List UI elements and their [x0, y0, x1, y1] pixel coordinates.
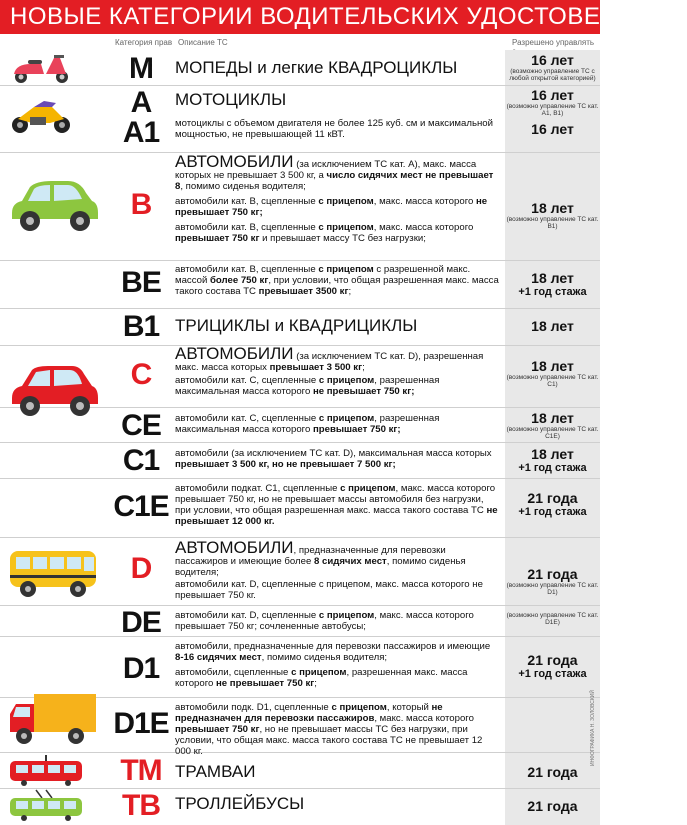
red-car-icon: [6, 360, 101, 420]
category-d1: D1: [122, 652, 160, 685]
age-d1: 21 года +1 год стажа: [518, 652, 587, 680]
age-ce: 18 лет (возможно управление ТС кат. C1E): [506, 410, 599, 440]
category-c: C: [130, 358, 152, 391]
category-b1: B1: [122, 310, 160, 343]
desc-d1e: автомобили подк. D1, сцепленные с прицепом, который не предназначен для перевозки пассажиров, макс. масса которого превышает 750 кг, но не превышает массы ТС без нагрузки, при условии, что общая макс. масса такого состава ТС не превышает 12 000 кг.: [175, 702, 483, 757]
row-divider: [0, 605, 600, 606]
age-b1: 18 лет: [531, 318, 574, 334]
trolleybus-icon: [6, 790, 86, 822]
age-m: 16 лет (возможно управление ТС с любой открытой категорией): [509, 52, 596, 82]
row-divider: [0, 85, 600, 86]
desc-b1: ТРИЦИКЛЫ и КВАДРИЦИКЛЫ: [175, 316, 418, 335]
tram-icon: [6, 755, 86, 787]
category-a1: A1: [122, 116, 160, 149]
category-ce: CE: [121, 409, 161, 442]
category-b: B: [130, 188, 152, 221]
desc-de: автомобили кат. D, сцепленные с прицепом, макс. масса которого превышает 750 кг; сочлененные автобусы;: [175, 610, 474, 632]
category-c1: C1: [122, 444, 160, 477]
age-c1: 18 лет +1 год стажа: [518, 446, 587, 474]
desc-c1e: автомобили подкат. C1, сцепленные с прицепом, макс. масса которого превышает 750 кг, но не превышает массы автомобиля без нагрузки, при условии, что общая разрешенная макс. масса такого состава ТС не превышает 12 000 кг.: [175, 483, 498, 527]
row-divider: [0, 478, 600, 479]
green-car-icon: [6, 175, 101, 235]
row-divider: [0, 537, 600, 538]
desc-c: АВТОМОБИЛИ (за исключением ТС кат. D), разрешенная макс. масса которых превышает 3 500 кг; автомобили кат. C, сцепленные с прицепом, разрешенная максимальная масса которого не превышает 750 кг;: [175, 344, 484, 397]
age-tm: 21 года: [527, 764, 578, 780]
row-divider: [0, 152, 600, 153]
scooter-icon: [6, 52, 76, 84]
age-a1: 16 лет: [531, 121, 574, 137]
category-be: BE: [121, 266, 161, 299]
desc-b: АВТОМОБИЛИ (за исключением ТС кат. A), макс. масса которых не превышает 3 500 кг, а число сидячих мест не превышает 8, помимо сиденья водителя; автомобили кат. B, сцепленные с прицепом, макс. масса которого не превышает 750 кг; автомобили кат. B, сцепленные с прицепом, макс. масса которого превышает 750 кг и превышает массу ТС без нагрузки;: [175, 152, 494, 244]
desc-c1: автомобили (за исключением ТС кат. D), максимальная масса которых превышает 3 500 кг, но не превышает 7 500 кг;: [175, 448, 492, 470]
age-c: 18 лет (возможно управление ТС кат. C1): [506, 358, 599, 388]
category-de: DE: [121, 606, 161, 639]
age-d: 21 года (возможно управление ТС кат. D1): [506, 566, 599, 596]
column-header-category: Категория прав: [115, 38, 173, 47]
row-divider: [0, 308, 600, 309]
category-d: D: [130, 552, 152, 585]
category-d1e: D1E: [113, 707, 169, 740]
age-be: 18 лет +1 год стажа: [518, 270, 587, 298]
column-headers: [0, 34, 600, 50]
column-header-description: Описание ТС: [178, 38, 228, 47]
category-a: A: [130, 86, 152, 119]
desc-d1: автомобили, предназначенные для перевозки пассажиров и имеющие 8-16 сидячих мест, помимо сиденья водителя; автомобили, сцепленные с прицепом, разрешенная макс. масса которого не превышает 750 кг;: [175, 641, 491, 689]
age-c1e: 21 года +1 год стажа: [518, 490, 587, 518]
row-divider: [0, 260, 600, 261]
desc-d: АВТОМОБИЛИ, предназначенные для перевозки пассажиров и имеющие более 8 сидячих мест, помимо сиденья водителя; автомобили кат. D, сцепленные с прицепом, макс. масса которого не превышает 750 кг.: [175, 538, 483, 601]
age-tb: 21 года: [527, 798, 578, 814]
row-divider: [0, 442, 600, 443]
category-tb: TB: [122, 789, 160, 822]
desc-a: МОТОЦИКЛЫ: [175, 90, 287, 109]
column-header-allowed: Разрешено управлять: [512, 38, 595, 47]
truck-icon: [6, 690, 101, 750]
category-m: M: [129, 52, 153, 85]
desc-tb: ТРОЛЛЕЙБУСЫ: [175, 794, 305, 813]
motorcycle-icon: [6, 95, 76, 135]
age-a: 16 лет (возможно управление ТС кат. A1, B1): [506, 87, 599, 117]
row-divider: [0, 788, 600, 789]
desc-be: автомобили кат. B, сцепленные с прицепом с разрешенной макс. массой более 750 кг, при условии, что общая разрешенная макс. масса такого состава ТС превышает 3500 кг;: [175, 264, 499, 297]
desc-m: МОПЕДЫ и легкие КВАДРОЦИКЛЫ: [175, 58, 458, 77]
desc-a1: мотоциклы с объемом двигателя не более 125 куб. см и максимальной мощностью, не превышающей 11 кВТ.: [175, 118, 493, 140]
row-divider: [0, 345, 600, 346]
desc-tm: ТРАМВАИ: [175, 762, 256, 781]
desc-ce: автомобили кат. C, сцепленные с прицепом, разрешенная максимальная масса которого превышает 750 кг;: [175, 413, 440, 435]
page-title: НОВЫЕ КАТЕГОРИИ ВОДИТЕЛЬСКИХ УДОСТОВЕРЕНИЙ: [0, 0, 600, 34]
age-b: 18 лет (возможно управление ТС кат. B1): [506, 200, 599, 230]
category-tm: TM: [120, 754, 162, 787]
category-c1e: C1E: [113, 490, 169, 523]
age-de: (возможно управление ТС кат. D1E): [506, 612, 599, 626]
row-divider: [0, 636, 600, 637]
credit: ИНФОГРАФИКА Н. ЗОЛОВСКИЙ: [590, 690, 596, 767]
bus-icon: [6, 545, 101, 600]
